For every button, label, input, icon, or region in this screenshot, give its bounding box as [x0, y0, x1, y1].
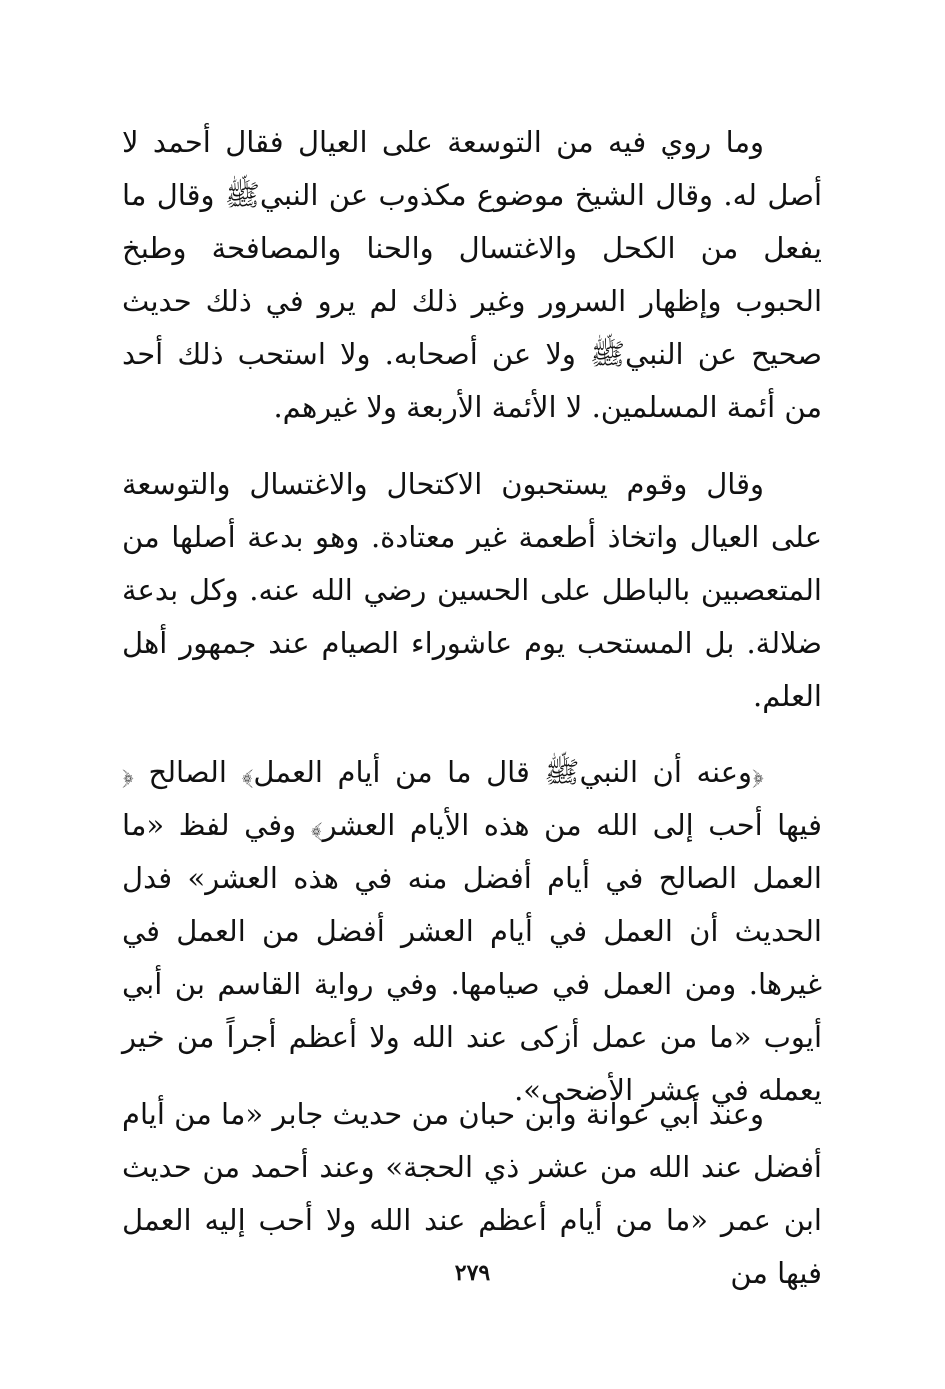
- paragraph-text: وما روي فيه من التوسعة على العيال فقال أحمد لا أصل له. وقال الشيخ موضوع مكذوب عن النبيﷺ وقال ما يفعل من الكحل والاغتسال والحنا والمصافحة وطبخ الحبوب وإظهار السرور وغير ذلك لم يرو في ذلك حديث صحيح عن النبيﷺ ولا عن أصحابه. ولا استحب ذلك أحد من أئمة المسلمين. لا الأئمة الأربعة ولا غيرهم.: [122, 125, 822, 424]
- page-number: ٢٧٩: [454, 1260, 491, 1286]
- paragraph-1: [122, 116, 822, 434]
- paragraph-text: ﴿وعنه أن النبيﷺ قال ما من أيام العمل﴾ الصالح ﴿ فيها أحب إلى الله من هذه الأيام العشر﴾ وفي لفظ «ما العمل الصالح في أيام أفضل منه في هذه العشر» فدل الحديث أن العمل في أيام العشر أفضل من العمل في غيرها. ومن العمل في صيامها. وفي رواية القاسم بن أبي أيوب «ما من عمل أزكى عند الله ولا أعظم أجراً من خير يعمله في عشر الأضحى».: [122, 755, 822, 1107]
- paragraph-2: [122, 458, 822, 723]
- paragraph-text: وقال وقوم يستحبون الاكتحال والاغتسال والتوسعة على العيال واتخاذ أطعمة غير معتادة. وهو بدعة أصلها من المتعصبين بالباطل على الحسين رضي الله عنه. وكل بدعة ضلالة. بل المستحب يوم عاشوراء الصيام عند جمهور أهل العلم.: [122, 467, 822, 713]
- paragraph-3: [122, 746, 822, 1117]
- paragraph-text: وعند أبي عوانة وابن حبان من حديث جابر «ما من أيام أفضل عند الله من عشر ذي الحجة» وعند أحمد من حديث ابن عمر «ما من أيام أعظم عند الله ولا أحب إليه العمل فيها من: [122, 1097, 822, 1290]
